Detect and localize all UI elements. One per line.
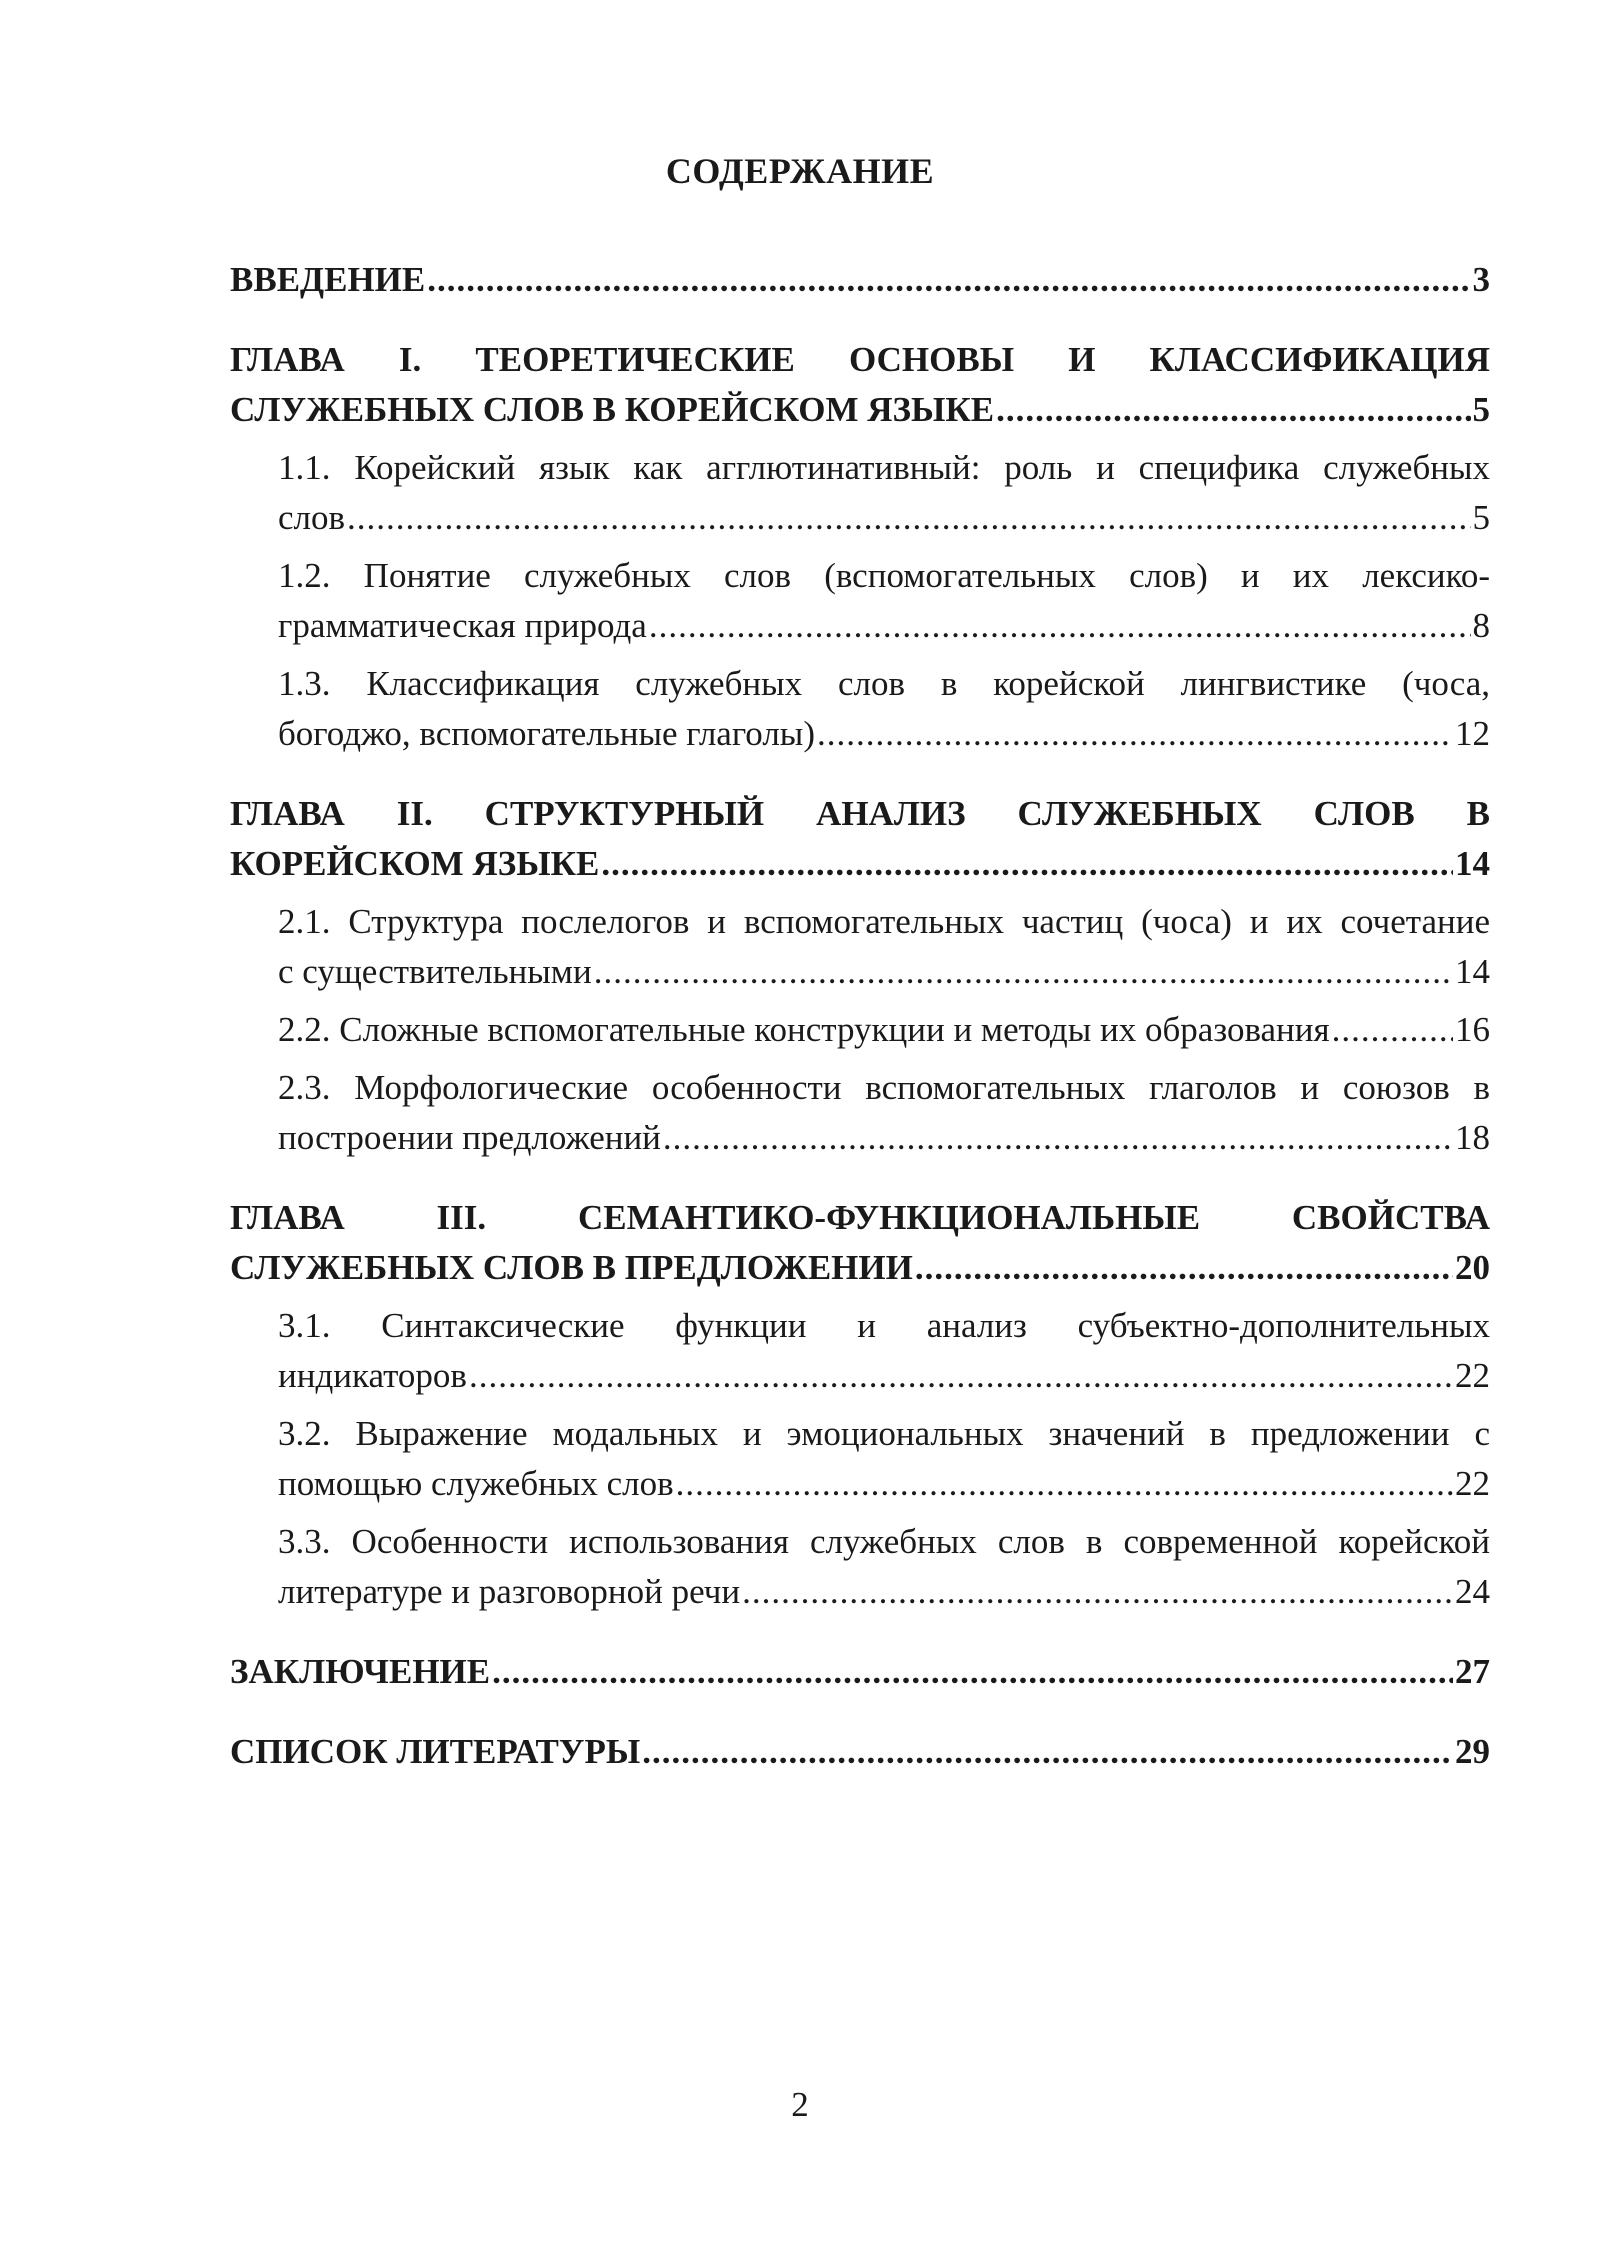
dot-leader — [676, 1459, 1453, 1509]
toc-entry-section-2-2[interactable] — [230, 1005, 1490, 1055]
toc-entry-text-line1: 3.3. Особенности использования служебных слов в современной корейской — [278, 1522, 1490, 1561]
toc-entry-text: ЗАКЛЮЧЕНИЕ — [230, 1652, 491, 1691]
toc-entry-section-3-1[interactable] — [230, 1301, 1490, 1401]
toc-entry-text-line2: помощью служебных слов — [278, 1464, 674, 1503]
toc-page-number: 29 — [1455, 1732, 1490, 1771]
toc-page-number: 14 — [1455, 952, 1490, 991]
toc-entry-text-line1: 1.1. Корейский язык как агглютинативный: роль и специфика служебных — [278, 448, 1490, 487]
toc-entry-text-line2: с существительными — [278, 952, 592, 991]
dot-leader — [915, 1243, 1453, 1293]
toc-page-number: 5 — [1472, 498, 1490, 537]
toc-page-number: 22 — [1455, 1464, 1490, 1503]
toc-entry-chapter-1[interactable] — [230, 335, 1490, 435]
toc-page-number: 18 — [1455, 1118, 1490, 1157]
toc-entry-section-1-2[interactable] — [230, 551, 1490, 651]
toc-entry-section-2-3[interactable] — [230, 1063, 1490, 1163]
toc-entry-text: СПИСОК ЛИТЕРАТУРЫ — [230, 1732, 641, 1771]
toc-entry-text-line1: 2.3. Морфологические особенности вспомогательных глаголов и союзов в — [278, 1068, 1490, 1107]
table-of-contents — [230, 255, 1490, 1777]
toc-entry-text-line1: ГЛАВА II. СТРУКТУРНЫЙ АНАЛИЗ СЛУЖЕБНЫХ СЛОВ В — [230, 794, 1490, 833]
toc-entry-text-line2: КОРЕЙСКОМ ЯЗЫКЕ — [230, 844, 600, 883]
toc-entry-section-1-3[interactable] — [230, 659, 1490, 759]
toc-entry-conclusion[interactable] — [230, 1647, 1490, 1697]
toc-entry-text-line2: индикаторов — [278, 1356, 467, 1395]
dot-leader — [996, 385, 1470, 435]
toc-entry-bibliography[interactable] — [230, 1727, 1490, 1777]
toc-page-number: 14 — [1455, 844, 1490, 883]
toc-page-number: 22 — [1455, 1356, 1490, 1395]
toc-entry-section-3-2[interactable] — [230, 1409, 1490, 1509]
toc-entry-section-2-1[interactable] — [230, 897, 1490, 997]
dot-leader — [642, 1727, 1453, 1777]
page-number: 2 — [791, 2085, 809, 2124]
dot-leader — [347, 493, 1470, 543]
toc-entry-text-line1: 1.2. Понятие служебных слов (вспомогательных слов) и их лексико- — [278, 556, 1490, 595]
toc-entry-text-line1: 3.1. Синтаксические функции и анализ субъектно-дополнительных — [278, 1306, 1490, 1345]
toc-entry-chapter-3[interactable] — [230, 1193, 1490, 1293]
toc-entry-text-line2: богоджо, вспомогательные глаголы) — [278, 714, 815, 753]
toc-page-number: 20 — [1455, 1248, 1490, 1287]
toc-entry-text-line1: 1.3. Классификация служебных слов в корейской лингвистике (чоса, — [278, 664, 1490, 703]
toc-page-number: 16 — [1455, 1010, 1490, 1049]
dot-leader — [663, 1113, 1453, 1163]
toc-entry-text-line2: грамматическая природа — [278, 606, 647, 645]
toc-entry-introduction[interactable] — [230, 255, 1490, 305]
toc-entry-text-line1: ГЛАВА I. ТЕОРЕТИЧЕСКИЕ ОСНОВЫ И КЛАССИФИКАЦИЯ — [230, 340, 1490, 379]
toc-entry-section-3-3[interactable] — [230, 1517, 1490, 1617]
dot-leader — [601, 839, 1453, 889]
dot-leader — [1332, 1005, 1453, 1055]
toc-entry-chapter-2[interactable] — [230, 789, 1490, 889]
toc-entry-text-line2: слов — [278, 498, 346, 537]
toc-entry-text-line2: СЛУЖЕБНЫХ СЛОВ В ПРЕДЛОЖЕНИИ — [230, 1248, 913, 1287]
dot-leader — [649, 601, 1471, 651]
toc-entry-text-line2: литературе и разговорной речи — [278, 1572, 741, 1611]
toc-entry-text: ВВЕДЕНИЕ — [230, 260, 426, 299]
toc-entry-text-line1: 2.1. Структура послелогов и вспомогательных частиц (чоса) и их сочетание — [278, 902, 1490, 941]
toc-entry-text-line1: ГЛАВА III. СЕМАНТИКО-ФУНКЦИОНАЛЬНЫЕ СВОЙСТВА — [230, 1198, 1490, 1237]
toc-entry-text: 2.2. Сложные вспомогательные конструкции и методы их образования — [278, 1010, 1330, 1049]
dot-leader — [817, 709, 1453, 759]
toc-page-number: 8 — [1472, 606, 1490, 645]
toc-entry-text-line2: построении предложений — [278, 1118, 661, 1157]
toc-page-number: 27 — [1455, 1652, 1490, 1691]
toc-entry-section-1-1[interactable] — [230, 443, 1490, 543]
toc-entry-text-line2: СЛУЖЕБНЫХ СЛОВ В КОРЕЙСКОМ ЯЗЫКЕ — [230, 390, 995, 429]
dot-leader — [742, 1567, 1453, 1617]
dot-leader — [469, 1351, 1453, 1401]
toc-page-number: 3 — [1472, 260, 1490, 299]
toc-page-number: 12 — [1455, 714, 1490, 753]
toc-page-number: 5 — [1472, 390, 1490, 429]
dot-leader — [427, 255, 1470, 305]
toc-entry-text-line1: 3.2. Выражение модальных и эмоциональных значений в предложении с — [278, 1414, 1490, 1453]
toc-title: СОДЕРЖАНИЕ — [665, 151, 935, 191]
dot-leader — [492, 1647, 1453, 1697]
toc-page-number: 24 — [1455, 1572, 1490, 1611]
dot-leader — [594, 947, 1453, 997]
